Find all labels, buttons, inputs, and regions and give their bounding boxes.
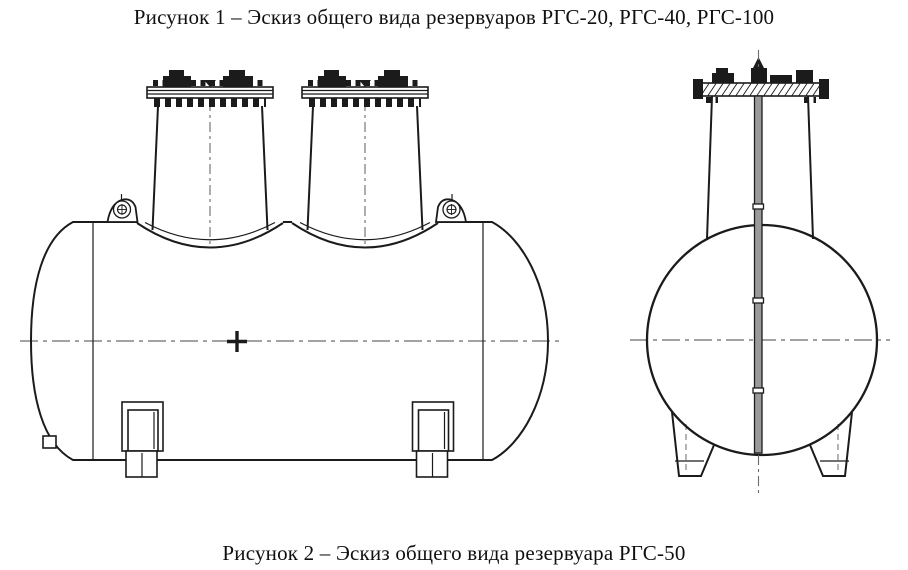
- support-leg-right: [413, 402, 454, 477]
- lifting-lug-left: [108, 194, 138, 222]
- drain-fitting: [43, 436, 56, 448]
- center-mark: [227, 331, 247, 352]
- lifting-lug-right: [436, 194, 466, 222]
- manhole-neck-right: [292, 70, 438, 248]
- tank-end-view: [630, 50, 890, 495]
- tank-side-view: [20, 70, 563, 477]
- support-leg-left: [122, 402, 163, 477]
- figure1-caption: Рисунок 1 – Эскиз общего вида резервуаров РГС-20, РГС-40, РГС-100: [133, 5, 775, 29]
- figure2-caption: Рисунок 2 – Эскиз общего вида резервуара РГС-50: [222, 541, 686, 565]
- dip-tube: [753, 96, 764, 453]
- flange-bolt-right: [819, 79, 829, 99]
- support-leg-left: [672, 412, 714, 476]
- manhole-neck-left: [137, 70, 283, 248]
- flange-bolt-left: [693, 79, 703, 99]
- support-leg-right: [810, 412, 852, 476]
- flange-fittings: [712, 57, 813, 83]
